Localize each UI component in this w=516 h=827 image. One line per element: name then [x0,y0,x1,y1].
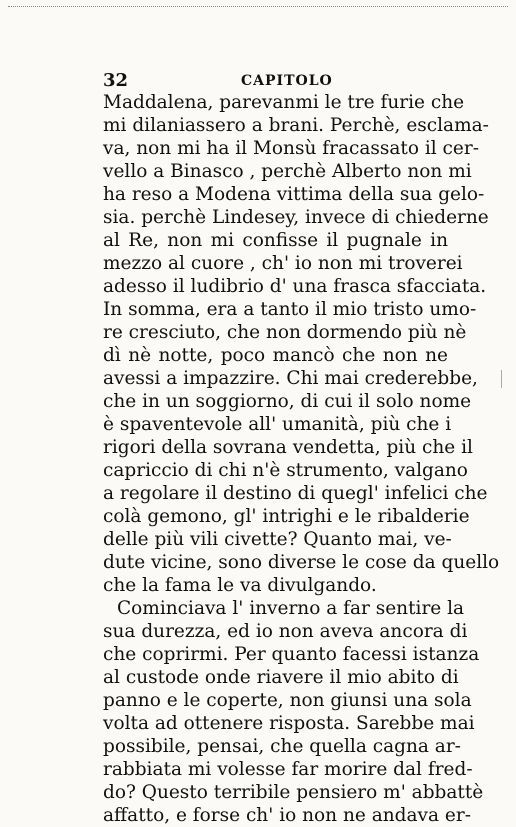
page-header [103,70,448,92]
text-line: mezzo al cuore , ch' io non mi troverei [103,253,463,274]
text-line: vello a Binasco , perchè Alberto non mi [103,161,472,182]
text-line: re cresciuto, che non dormendo più nè [103,322,467,343]
body-text [103,91,500,827]
text-line: adesso il ludibrio d' una frasca sfacciata. [103,276,487,297]
text-line: colà gemono, gl' intrighi e le ribalderie [103,506,470,527]
text-line: che in un soggiorno, di cui il solo nome [103,391,472,412]
page-top-edge [8,6,508,9]
text-line: Cominciava l' inverno a far sentire la [117,598,465,619]
text-line: a regolare il destino di quegl' infelici che [103,483,488,504]
text-line: In somma, era a tanto il mio tristo umo- [103,299,477,320]
text-line: do? Questo terribile pensiero m' abbattè [103,782,484,803]
text-line: rabbiata mi volesse far morire dal fred- [103,759,473,780]
text-line: sua durezza, ed io non aveva ancora di [103,621,468,642]
text-line: dute vicine, sono diverse le cose da quello [103,552,500,573]
text-line: rigori della sovrana vendetta, più che il [103,437,473,458]
text-line: mi dilaniassero a brani. Perchè, esclama- [103,115,489,136]
text-line: ha reso a Modena vittima della sua gelo- [103,184,485,205]
text-line: va, non mi ha il Monsù fracassato il cer- [103,138,479,159]
text-line: panno e le coperte, non giunsi una sola [103,690,472,711]
text-line: al Re, non mi confisse il pugnale in [103,230,448,251]
text-line: sia. perchè Lindesey, invece di chiederne [103,207,489,228]
text-line: è spaventevole all' umanità, più che i [103,414,452,435]
running-head: CAPITOLO [241,73,333,89]
text-line: volta ad ottenere risposta. Sarebbe mai [103,713,475,734]
text-line: avessi a impazzire. Chi mai crederebbe, [103,368,478,389]
text-line: Maddalena, parevanmi le tre furie che [103,92,465,113]
text-line: delle più vili civette? Quanto mai, ve- [103,529,452,550]
text-line: capriccio di chi n'è strumento, valgano [103,460,468,481]
text-line: dì nè notte, poco mancò che non ne [103,345,448,366]
text-line: possibile, pensai, che quella cagna ar- [103,736,461,757]
page-edge-mark [501,370,506,388]
text-line: che la fama le va divulgando. [103,575,377,596]
text-line: al custode onde riavere il mio abito di [103,667,459,688]
text-line: affatto, e forse ch' io non ne andava er- [103,805,471,826]
text-line: che coprirmi. Per quanto facessi istanza [103,644,480,665]
page-number: 32 [103,70,129,91]
